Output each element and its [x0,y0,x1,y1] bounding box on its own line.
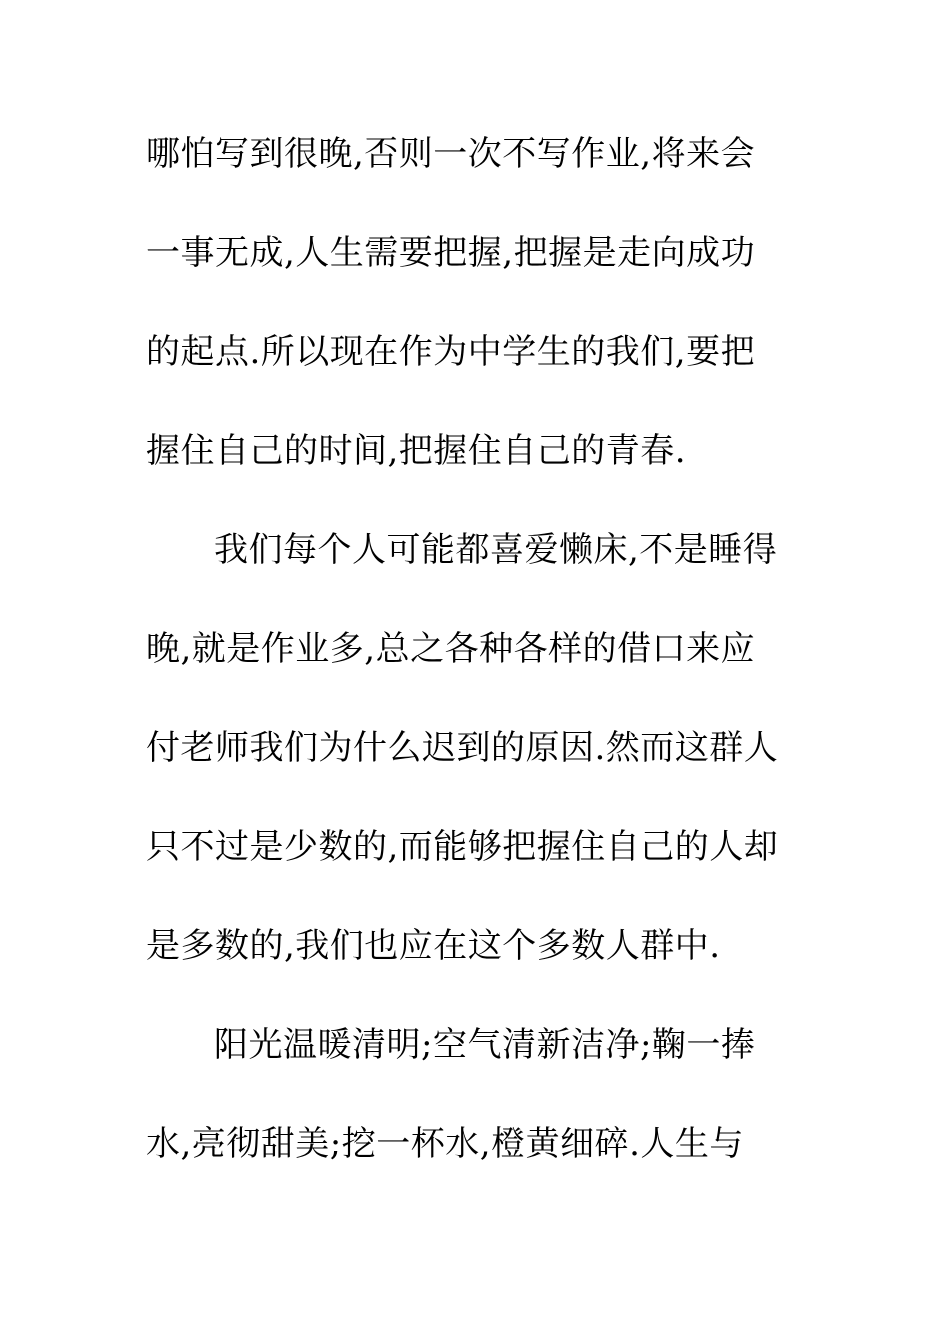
text-line: 晚,就是作业多,总之各种各样的借口来应 [146,629,756,669]
text-line: 的起点.所以现在作为中学生的我们,要把 [146,332,756,372]
text-line: 哪怕写到很晚,否则一次不写作业,将来会 [146,134,756,174]
text-line: 握住自己的时间,把握住自己的青春. [146,431,687,471]
text-line: 付老师我们为什么迟到的原因.然而这群人 [146,728,779,768]
text-line: 水,亮彻甜美;挖一杯水,橙黄细碎.人生与 [146,1124,744,1164]
text-line: 只不过是少数的,而能够把握住自己的人却 [146,827,779,867]
text-line: 是多数的,我们也应在这个多数人群中. [146,926,721,966]
text-line: 一事无成,人生需要把握,把握是走向成功 [146,233,756,273]
text-line: 我们每个人可能都喜爱懒床,不是睡得 [214,530,778,570]
text-line: 阳光温暖清明;空气清新洁净;鞠一捧 [214,1025,756,1065]
